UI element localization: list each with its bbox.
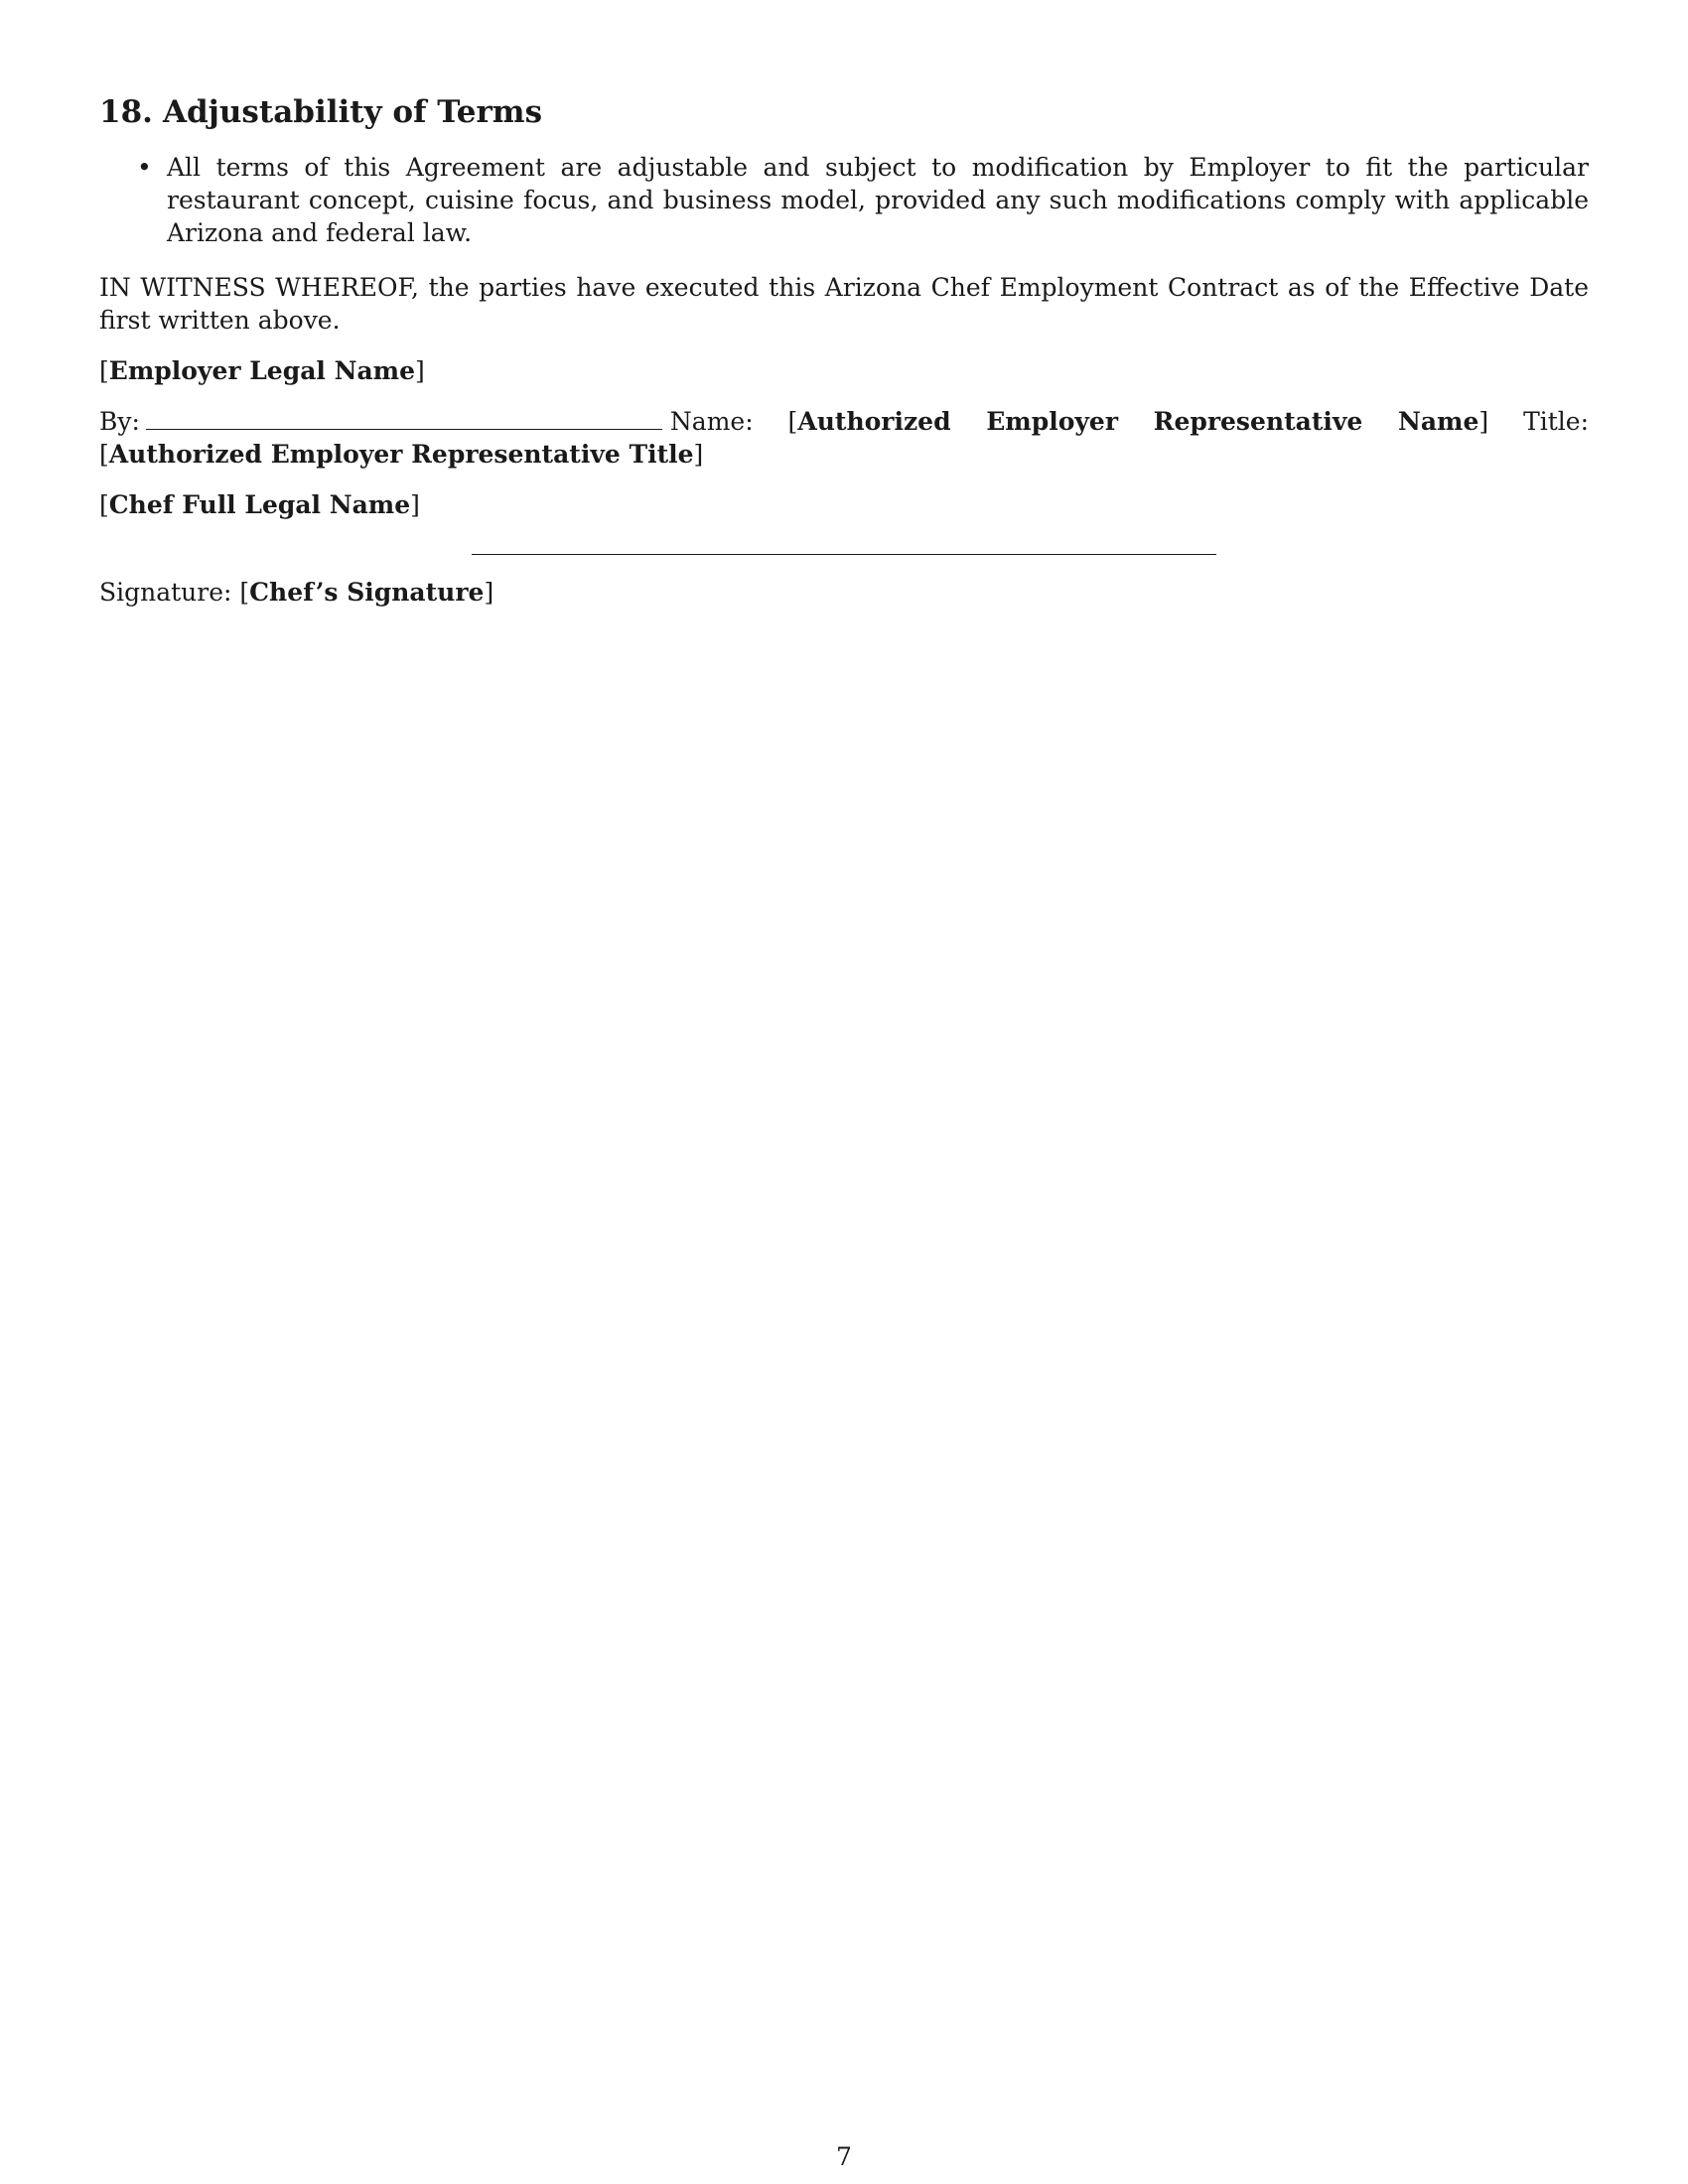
name-label: Name: bbox=[669, 407, 754, 437]
employer-name-line: [Employer Legal Name] bbox=[99, 356, 425, 386]
section-title: Adjustability of Terms bbox=[162, 94, 543, 130]
chef-name-line: [Chef Full Legal Name] bbox=[99, 490, 420, 520]
chef-signature: Chef’s Signature bbox=[249, 578, 485, 607]
chef-signature-rule[interactable] bbox=[472, 554, 1216, 555]
chef-signature-line: Signature: [Chef’s Signature] bbox=[99, 578, 494, 607]
list-item bbox=[99, 151, 1589, 249]
by-label: By: bbox=[99, 407, 140, 437]
title-label: Title: bbox=[1523, 407, 1590, 437]
employer-legal-name: Employer Legal Name bbox=[108, 356, 416, 386]
employer-signature-block: By: Name: [Authorized Employer Representative Name] Title: [Authorized Employer Representative Title] bbox=[99, 407, 1590, 470]
employer-signature-line[interactable] bbox=[146, 407, 662, 430]
bullet-text: All terms of this Agreement are adjustable and subject to modification by Employer to fit the particular restaurant concept, cuisine focus, and business model, provided any such modifications comply with applicable Arizona and federal law. bbox=[167, 153, 1589, 248]
representative-title: Authorized Employer Representative Title bbox=[108, 440, 694, 470]
bullet-list bbox=[99, 151, 1589, 249]
representative-name: Authorized Employer Representative Name bbox=[797, 407, 1479, 437]
page-number: 7 bbox=[836, 2142, 852, 2171]
page-content bbox=[99, 94, 1589, 539]
section-heading bbox=[99, 94, 1589, 131]
section-number: 18. bbox=[99, 94, 153, 130]
chef-legal-name: Chef Full Legal Name bbox=[108, 490, 411, 520]
signature-label: Signature: bbox=[99, 578, 232, 607]
witness-paragraph: IN WITNESS WHEREOF, the parties have executed this Arizona Chef Employment Contract as of the Effective Date first written above. bbox=[99, 273, 1589, 336]
bullet-dot-icon: • bbox=[137, 153, 152, 183]
